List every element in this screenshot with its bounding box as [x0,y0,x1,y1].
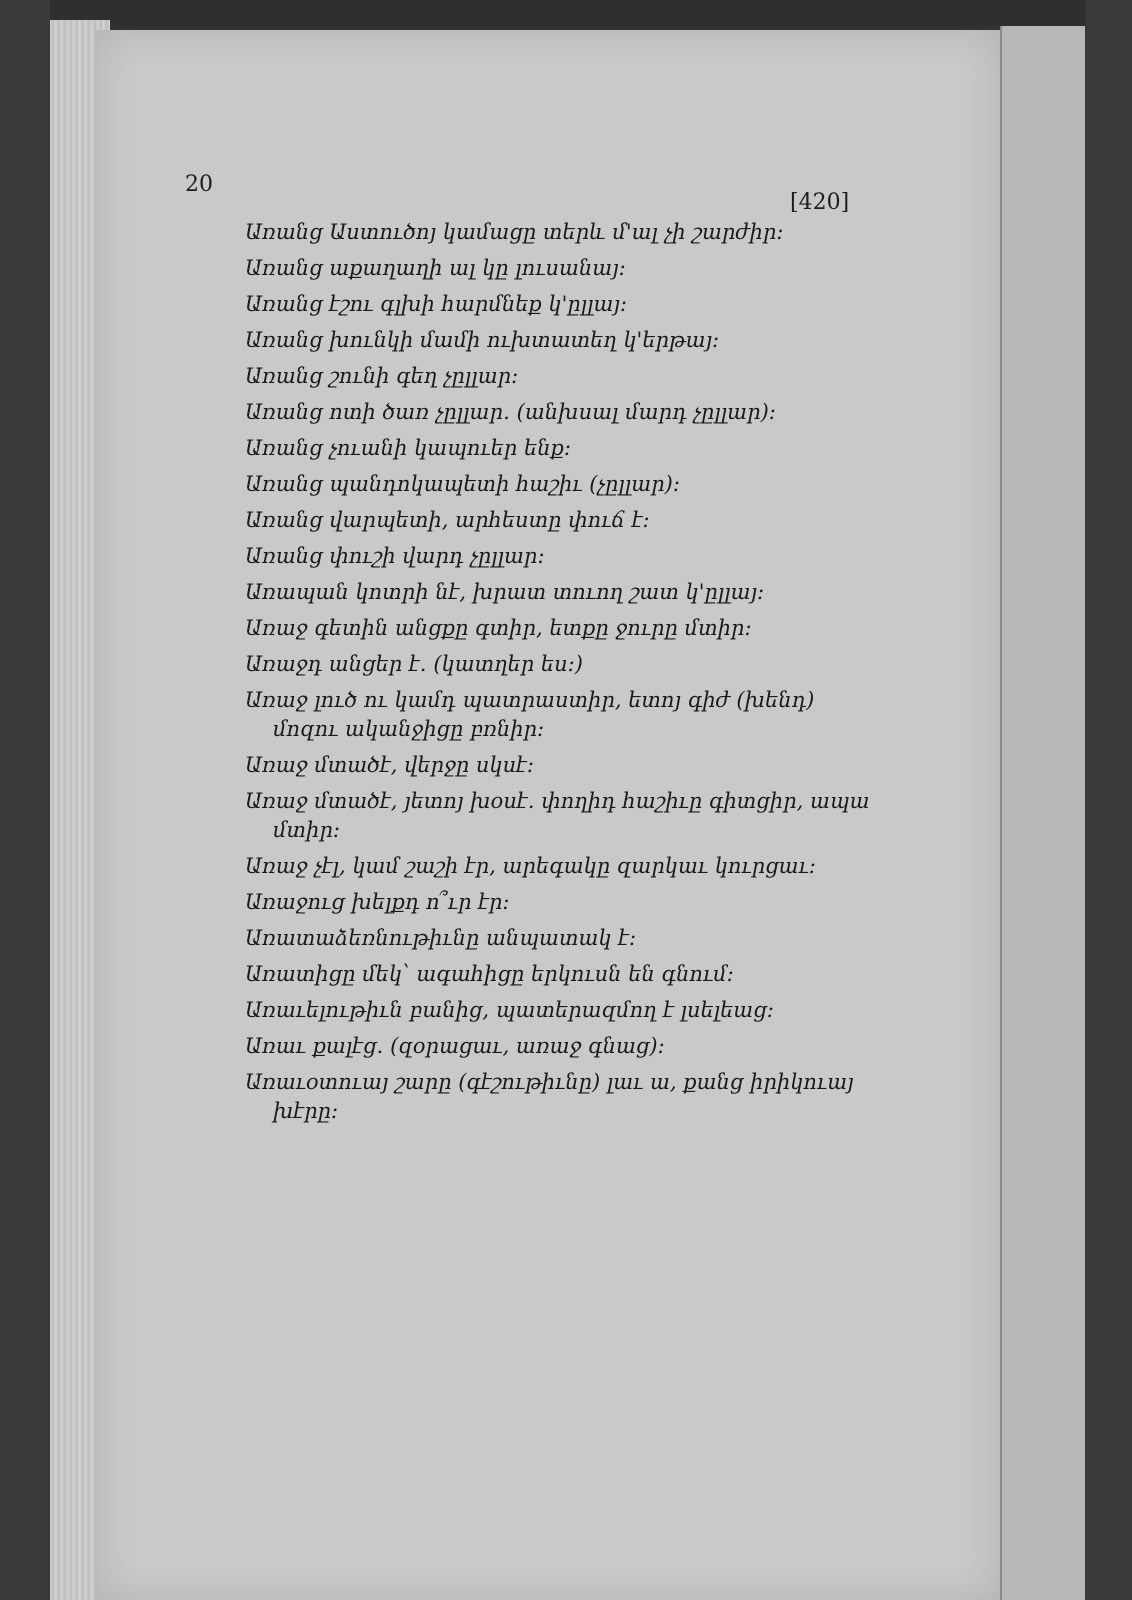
scan-background-top [0,0,1132,26]
list-item: Առաջդ անցեր է․ (կատղեր ես։) [245,652,583,676]
list-item: Առանց Աստուծոյ կամացը տերև մ'ալ չի շարժիր։ [245,220,784,244]
page-reference: [420] [790,190,850,215]
list-item: Առանց էշու գլխի հարմնեք կ'ըլլայ։ [245,292,628,316]
list-item: Առանց չուանի կապուեր ենք։ [245,436,572,460]
list-item: Առանց փուշի վարդ չըլլար։ [245,544,545,568]
list-item: Առաւօտուայ շարը (գէշութիւնը) լաւ ա, քանց իրիկուայ խէրը։ [245,1070,854,1123]
list-item: Առատիցը մեկ՝ ագահիցը երկուսն են գնում։ [245,962,734,986]
list-item: Առաջուց խելքդ ո՞ւր էր։ [245,890,510,914]
list-item: Առապան կոտրի նէ, խրատ տուող շատ կ'ըլլայ։ [245,580,765,604]
scan-background-left [0,0,50,1600]
list-item: Առաջ մտածէ, վերջը սկսէ։ [245,753,534,777]
list-item: Առաջ գետին անցքը գտիր, ետքը ջուրը մտիր։ [245,616,752,640]
list-item: Առանց վարպետի, արհեստը փուճ է։ [245,508,650,532]
list-item: Առաւ քալէց․ (զօրացաւ, առաջ գնաց)։ [245,1034,665,1058]
list-item: Առատաձեռնութիւնը անպատակ է։ [245,926,637,950]
facing-page-edge [1000,26,1087,1600]
list-item: Առանց աքաղաղի ալ կը լուսանայ։ [245,256,626,280]
proverb-list [245,218,885,1133]
list-item: Առաջ մտածէ, յետոյ խօսէ․ փողիդ հաշիւը գիտցիր, ապա մտիր։ [245,789,870,842]
list-item: Առանց շունի գեղ չըլլար։ [245,364,519,388]
list-item: Առաջ չէլ, կամ շաշի էր, արեգակը զարկաւ կուրցաւ։ [245,854,816,878]
list-item: Առաջ լուծ ու կամդ պատրաստիր, ետոյ գիժ (խենդ) մոզու ականջիցը բռնիր։ [245,688,815,741]
list-item: Առանց խունկի մամի ուխտատեղ կ'երթայ։ [245,328,720,352]
list-item: Առանց պանդոկապետի հաշիւ (չըլլար)։ [245,472,680,496]
list-item: Առանց ոտի ծառ չըլլար․ (անխսալ մարդ չըլլար)։ [245,400,776,424]
page-number: 20 [185,172,213,197]
scan-background-right [1085,0,1132,1600]
list-item: Առաւելութիւն բանից, պատերազմող է լսելեաց։ [245,998,774,1022]
